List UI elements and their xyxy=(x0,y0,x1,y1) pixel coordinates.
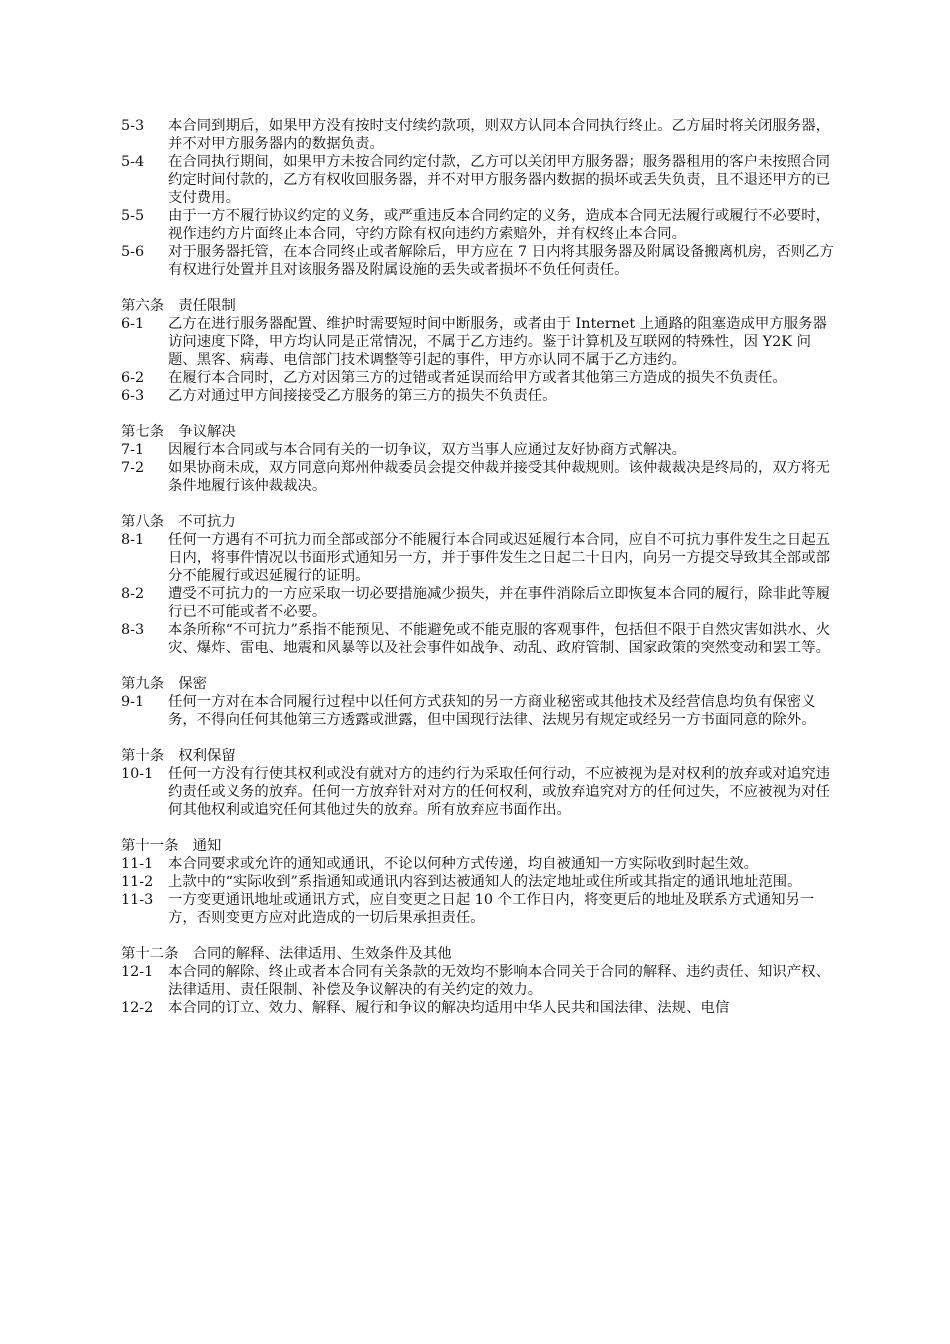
article-title: 权利保留 xyxy=(178,748,236,764)
clause-number: 6-3 xyxy=(121,388,145,404)
clause-number: 8-2 xyxy=(121,586,145,602)
clause-text: 对于服务器托管，在本合同终止或者解除后，甲方应在 7 日内将其服务器及附属设备搬离机房，否则乙方有权进行处置并且对该服务器及附属设施的丢失或者损坏不负任何责任。 xyxy=(168,244,834,278)
section-heading xyxy=(121,513,839,531)
article-title: 保密 xyxy=(178,676,207,692)
clause xyxy=(121,153,839,207)
contract-body xyxy=(121,117,839,1017)
clause-number: 9-1 xyxy=(121,694,145,710)
clause xyxy=(121,459,839,495)
article-title: 合同的解释、法律适用、生效条件及其他 xyxy=(192,946,452,962)
clause xyxy=(121,117,839,153)
clause-number: 8-1 xyxy=(121,532,145,548)
clause-text: 本条所称“不可抗力”系指不能预见、不能避免或不能克服的客观事件，包括但不限于自然灾害如洪水、火灾、爆炸、雷电、地震和风暴等以及社会事件如战争、动乱、政府管制、国家政策的突然变动和罢工等。 xyxy=(168,622,831,656)
clause-text: 在合同执行期间，如果甲方未按合同约定付款，乙方可以关闭甲方服务器；服务器租用的客户未按照合同约定时间付款的，乙方有权收回服务器，并不对甲方服务器内数据的损坏或丢失负责，且不退还甲方的已支付费用。 xyxy=(168,154,830,206)
clause xyxy=(121,693,839,729)
article-number: 第十条 xyxy=(121,748,165,764)
article-number: 第八条 xyxy=(121,514,165,530)
contract-section xyxy=(121,297,839,405)
clause-number: 6-1 xyxy=(121,316,145,332)
section-heading xyxy=(121,297,839,315)
contract-section xyxy=(121,117,839,279)
section-heading xyxy=(121,675,839,693)
clause-text: 任何一方没有行使其权利或没有就对方的违约行为采取任何行动，不应被视为是对权利的放弃或对追究违约责任或义务的放弃。任何一方放弃针对对方的任何权利，或放弃追究对方的任何过失，不应被视为对任何其他权利或追究任何其他过失的放弃。所有放弃应书面作出。 xyxy=(168,766,830,818)
clause-number: 6-2 xyxy=(121,370,145,386)
clause-number: 5-5 xyxy=(121,208,145,224)
clause xyxy=(121,387,839,405)
contract-section xyxy=(121,513,839,657)
clause xyxy=(121,999,839,1017)
clause-text: 乙方在进行服务器配置、维护时需要短时间中断服务，或者由于 Internet 上通路的阻塞造成甲方服务器访问速度下降，甲方均认同是正常情况，不属于乙方违约。鉴于计算机及互联网的特殊性，因 Y2K 问题、黑客、病毒、电信部门技术调整等引起的事件，甲方亦认同不属于乙方违约。 xyxy=(168,316,827,368)
article-title: 争议解决 xyxy=(178,424,236,440)
clause-number: 10-1 xyxy=(121,766,154,782)
clause xyxy=(121,369,839,387)
article-number: 第七条 xyxy=(121,424,165,440)
contract-section xyxy=(121,837,839,927)
clause xyxy=(121,315,839,369)
section-heading xyxy=(121,747,839,765)
clause-text: 由于一方不履行协议约定的义务，或严重违反本合同约定的义务，造成本合同无法履行或履行不必要时，视作违约方片面终止本合同，守约方除有权向违约方索赔外，并有权终止本合同。 xyxy=(168,208,830,242)
contract-section xyxy=(121,423,839,495)
article-number: 第十二条 xyxy=(121,946,179,962)
clause-text: 本合同的解除、终止或者本合同有关条款的无效均不影响本合同关于合同的解释、违约责任、知识产权、法律适用、责任限制、补偿及争议解决的有关约定的效力。 xyxy=(168,964,830,998)
clause-text: 乙方对通过甲方间接接受乙方服务的第三方的损失不负责任。 xyxy=(168,388,557,404)
clause-text: 在履行本合同时，乙方对因第三方的过错或者延误而给甲方或者其他第三方造成的损失不负责任。 xyxy=(168,370,787,386)
clause xyxy=(121,765,839,819)
section-heading xyxy=(121,945,839,963)
article-title: 不可抗力 xyxy=(178,514,236,530)
article-number: 第六条 xyxy=(121,298,165,314)
contract-section xyxy=(121,945,839,1017)
article-title: 责任限制 xyxy=(178,298,236,314)
contract-section xyxy=(121,675,839,729)
section-heading xyxy=(121,837,839,855)
clause xyxy=(121,891,839,927)
clause-text: 任何一方对在本合同履行过程中以任何方式获知的另一方商业秘密或其他技术及经营信息均负有保密义务，不得向任何其他第三方透露或泄露，但中国现行法律、法规另有规定或经另一方书面同意的除外。 xyxy=(168,694,816,728)
clause-text: 上款中的“实际收到”系指通知或通讯内容到达被通知人的法定地址或住所或其指定的通讯地址范围。 xyxy=(168,874,802,890)
clause xyxy=(121,963,839,999)
clause-number: 11-2 xyxy=(121,874,154,890)
article-title: 通知 xyxy=(192,838,222,854)
clause xyxy=(121,621,839,657)
clause-text: 遭受不可抗力的一方应采取一切必要措施减少损失，并在事件消除后立即恢复本合同的履行，除非此等履行已不可能或者不必要。 xyxy=(168,586,830,620)
article-number: 第九条 xyxy=(121,676,165,692)
clause-text: 因履行本合同或与本合同有关的一切争议，双方当事人应通过友好协商方式解决。 xyxy=(168,442,687,458)
clause xyxy=(121,243,839,279)
clause xyxy=(121,531,839,585)
clause-number: 12-2 xyxy=(121,1000,154,1016)
clause-number: 11-3 xyxy=(121,892,154,908)
clause xyxy=(121,855,839,873)
clause-number: 8-3 xyxy=(121,622,145,638)
clause-text: 本合同要求或允许的通知或通讯，不论以何种方式传递，均自被通知一方实际收到时起生效。 xyxy=(168,856,759,872)
article-number: 第十一条 xyxy=(121,838,179,854)
clause xyxy=(121,873,839,891)
section-heading xyxy=(121,423,839,441)
clause-text: 一方变更通讯地址或通讯方式，应自变更之日起 10 个工作日内，将变更后的地址及联系方式通知另一方，否则变更方应对此造成的一切后果承担责任。 xyxy=(168,892,815,926)
contract-section xyxy=(121,747,839,819)
clause-number: 12-1 xyxy=(121,964,154,980)
clause-number: 5-4 xyxy=(121,154,145,170)
clause-number: 7-1 xyxy=(121,442,145,458)
clause xyxy=(121,585,839,621)
clause-number: 5-3 xyxy=(121,118,145,134)
clause-number: 11-1 xyxy=(121,856,154,872)
clause xyxy=(121,207,839,243)
clause-text: 如果协商未成，双方同意向郑州仲裁委员会提交仲裁并接受其仲裁规则。该仲裁裁决是终局的，双方将无条件地履行该仲裁裁决。 xyxy=(168,460,830,494)
clause-text: 任何一方遇有不可抗力而全部或部分不能履行本合同或迟延履行本合同，应自不可抗力事件发生之日起五日内，将事件情况以书面形式通知另一方，并于事件发生之日起二十日内，向另一方提交导致其全部或部分不能履行或迟延履行的证明。 xyxy=(168,532,830,584)
clause xyxy=(121,441,839,459)
clause-text: 本合同的订立、效力、解释、履行和争议的解决均适用中华人民共和国法律、法规、电信 xyxy=(168,1000,730,1016)
clause-number: 7-2 xyxy=(121,460,145,476)
clause-number: 5-6 xyxy=(121,244,145,260)
clause-text: 本合同到期后，如果甲方没有按时支付续约款项，则双方认同本合同执行终止。乙方届时将关闭服务器，并不对甲方服务器内的数据负责。 xyxy=(168,118,830,152)
